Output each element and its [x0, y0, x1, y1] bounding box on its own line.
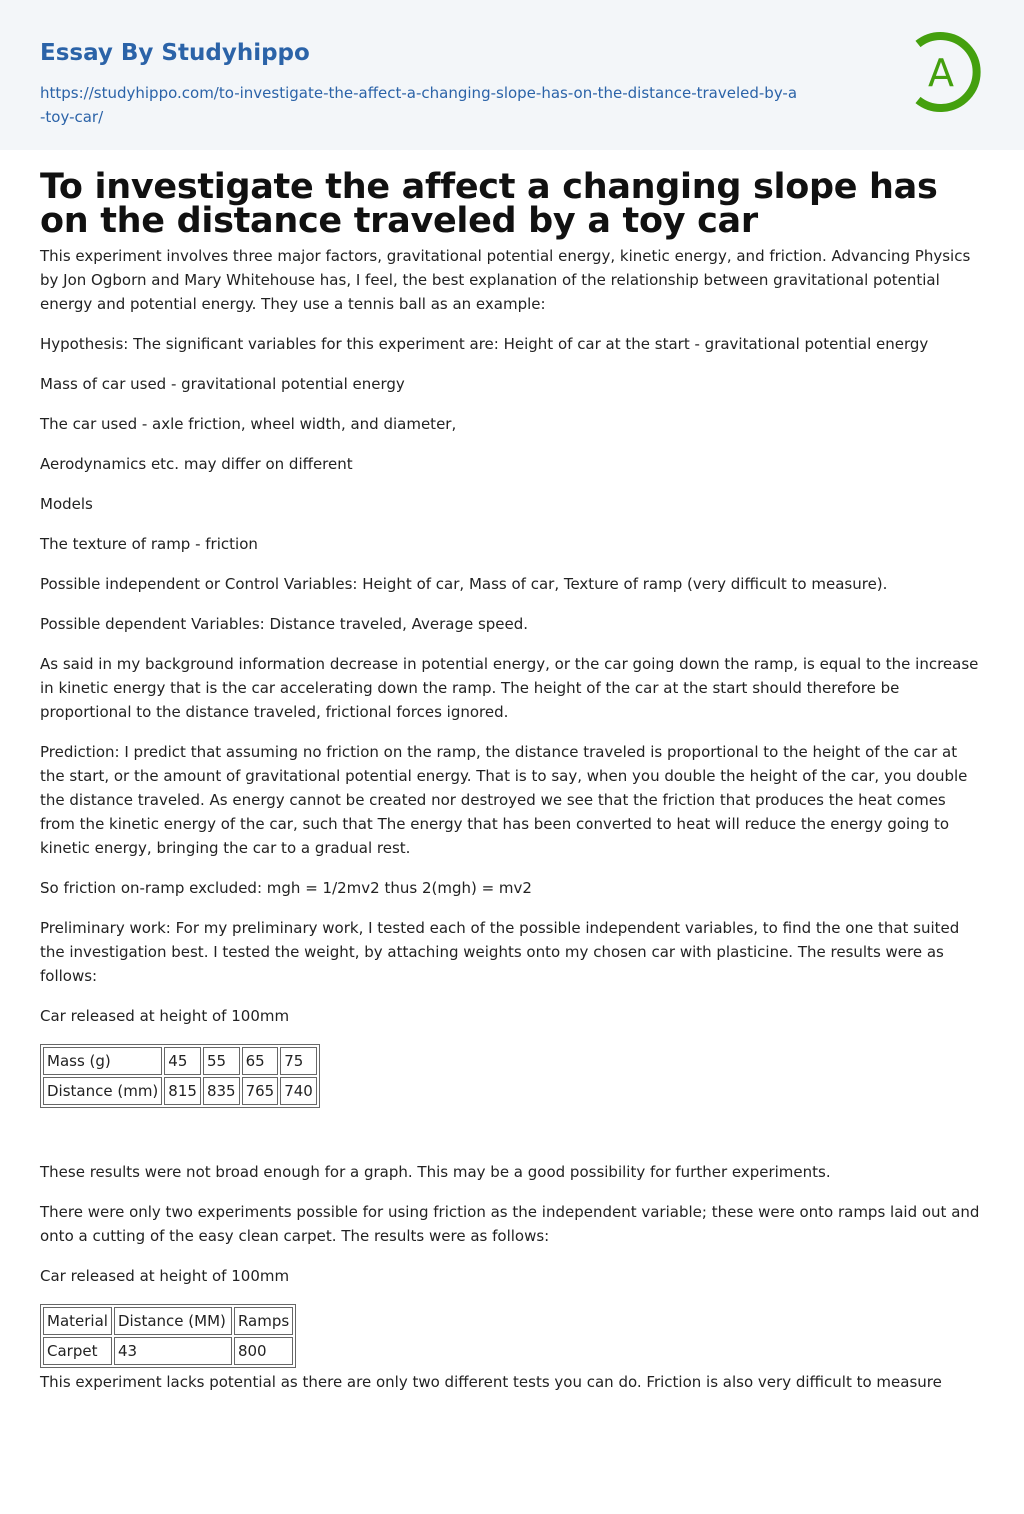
- table-cell: 835: [203, 1077, 240, 1105]
- paragraph: This experiment lacks potential as there are only two different tests you can do. Friction is also very difficult to measure: [40, 1373, 942, 1391]
- table-row: [43, 1077, 317, 1105]
- svg-text:A: A: [928, 51, 954, 95]
- essay-title: To investigate the affect a changing slope has on the distance traveled by a toy car: [40, 167, 938, 241]
- site-header: [0, 0, 1024, 150]
- table-cell: 55: [203, 1047, 240, 1075]
- studyhippo-logo-icon[interactable]: [910, 28, 988, 116]
- paragraph: Car released at height of 100mm: [40, 1007, 290, 1025]
- paragraph: These results were not broad enough for a graph. This may be a good possibility for further experiments.: [40, 1163, 831, 1181]
- table-row: [43, 1047, 317, 1075]
- paragraph: There were only two experiments possible for using friction as the independent variable; these were onto ramps laid out and onto a cutting of the easy clean carpet. The results were as follows:: [40, 1203, 980, 1245]
- essay-content: [0, 167, 1024, 1450]
- paragraph: The car used - axle friction, wheel width, and diameter,: [40, 415, 457, 433]
- table-cell: Distance (MM): [114, 1307, 232, 1335]
- table-row: [43, 1337, 293, 1365]
- table-cell: 75: [280, 1047, 317, 1075]
- table-cell: 43: [114, 1337, 232, 1365]
- paragraph: The texture of ramp - friction: [40, 535, 258, 553]
- table-cell: Material: [43, 1307, 112, 1335]
- paragraph: Car released at height of 100mm: [40, 1267, 290, 1285]
- paragraph: As said in my background information decrease in potential energy, or the car going down the ramp, is equal to the increase in kinetic energy that is the car accelerating down the ramp. The height of the car at the start should therefore be proportional to the distance traveled, frictional forces ignored.: [40, 655, 979, 721]
- paragraph: Hypothesis: The significant variables for this experiment are: Height of car at the start - gravitational potential energy: [40, 335, 929, 353]
- paragraph: Prediction: I predict that assuming no friction on the ramp, the distance traveled is proportional to the height of the car at the start, or the amount of gravitational potential energy. That is to say, when you double the height of the car, you double the distance traveled. As energy cannot be created nor destroyed we see that the friction that produces the heat comes from the kinetic energy of the car, such that The energy that has been converted to heat will reduce the energy going to kinetic energy, bringing the car to a gradual rest.: [40, 743, 968, 857]
- table-cell: 65: [242, 1047, 279, 1075]
- paragraph: Aerodynamics etc. may differ on different: [40, 455, 353, 473]
- source-url-link[interactable]: https://studyhippo.com/to-investigate-the-affect-a-changing-slope-has-on-the-distance-traveled-by-a-toy-car/: [40, 84, 798, 126]
- mass-distance-table: [40, 1044, 320, 1108]
- table-cell: Mass (g): [43, 1047, 162, 1075]
- table-cell: 765: [242, 1077, 279, 1105]
- paragraph: Possible independent or Control Variables: Height of car, Mass of car, Texture of ramp (very difficult to measure).: [40, 575, 888, 593]
- paragraph: Preliminary work: For my preliminary work, I tested each of the possible independent variables, to find the one that suited the investigation best. I tested the weight, by attaching weights onto my chosen car with plasticine. The results were as follows:: [40, 919, 960, 985]
- paragraph: Possible dependent Variables: Distance traveled, Average speed.: [40, 615, 529, 633]
- table-cell: 800: [234, 1337, 293, 1365]
- table-cell: Distance (mm): [43, 1077, 162, 1105]
- brand-title[interactable]: Essay By Studyhippo: [40, 40, 310, 66]
- table-cell: 740: [280, 1077, 317, 1105]
- paragraph: So friction on-ramp excluded: mgh = 1/2mv2 thus 2(mgh) = mv2: [40, 879, 532, 897]
- table-cell: 45: [164, 1047, 201, 1075]
- paragraph: This experiment involves three major factors, gravitational potential energy, kinetic energy, and friction. Advancing Physics by Jon Ogborn and Mary Whitehouse has, I feel, the best explanation of the relationship between gravitational potential energy and potential energy. They use a tennis ball as an example:: [40, 247, 971, 313]
- paragraph: Mass of car used - gravitational potential energy: [40, 375, 405, 393]
- material-distance-table: [40, 1304, 296, 1368]
- paragraph: Models: [40, 495, 93, 513]
- table-row: [43, 1307, 293, 1335]
- table-cell: Carpet: [43, 1337, 112, 1365]
- table-cell: 815: [164, 1077, 201, 1105]
- table-cell: Ramps: [234, 1307, 293, 1335]
